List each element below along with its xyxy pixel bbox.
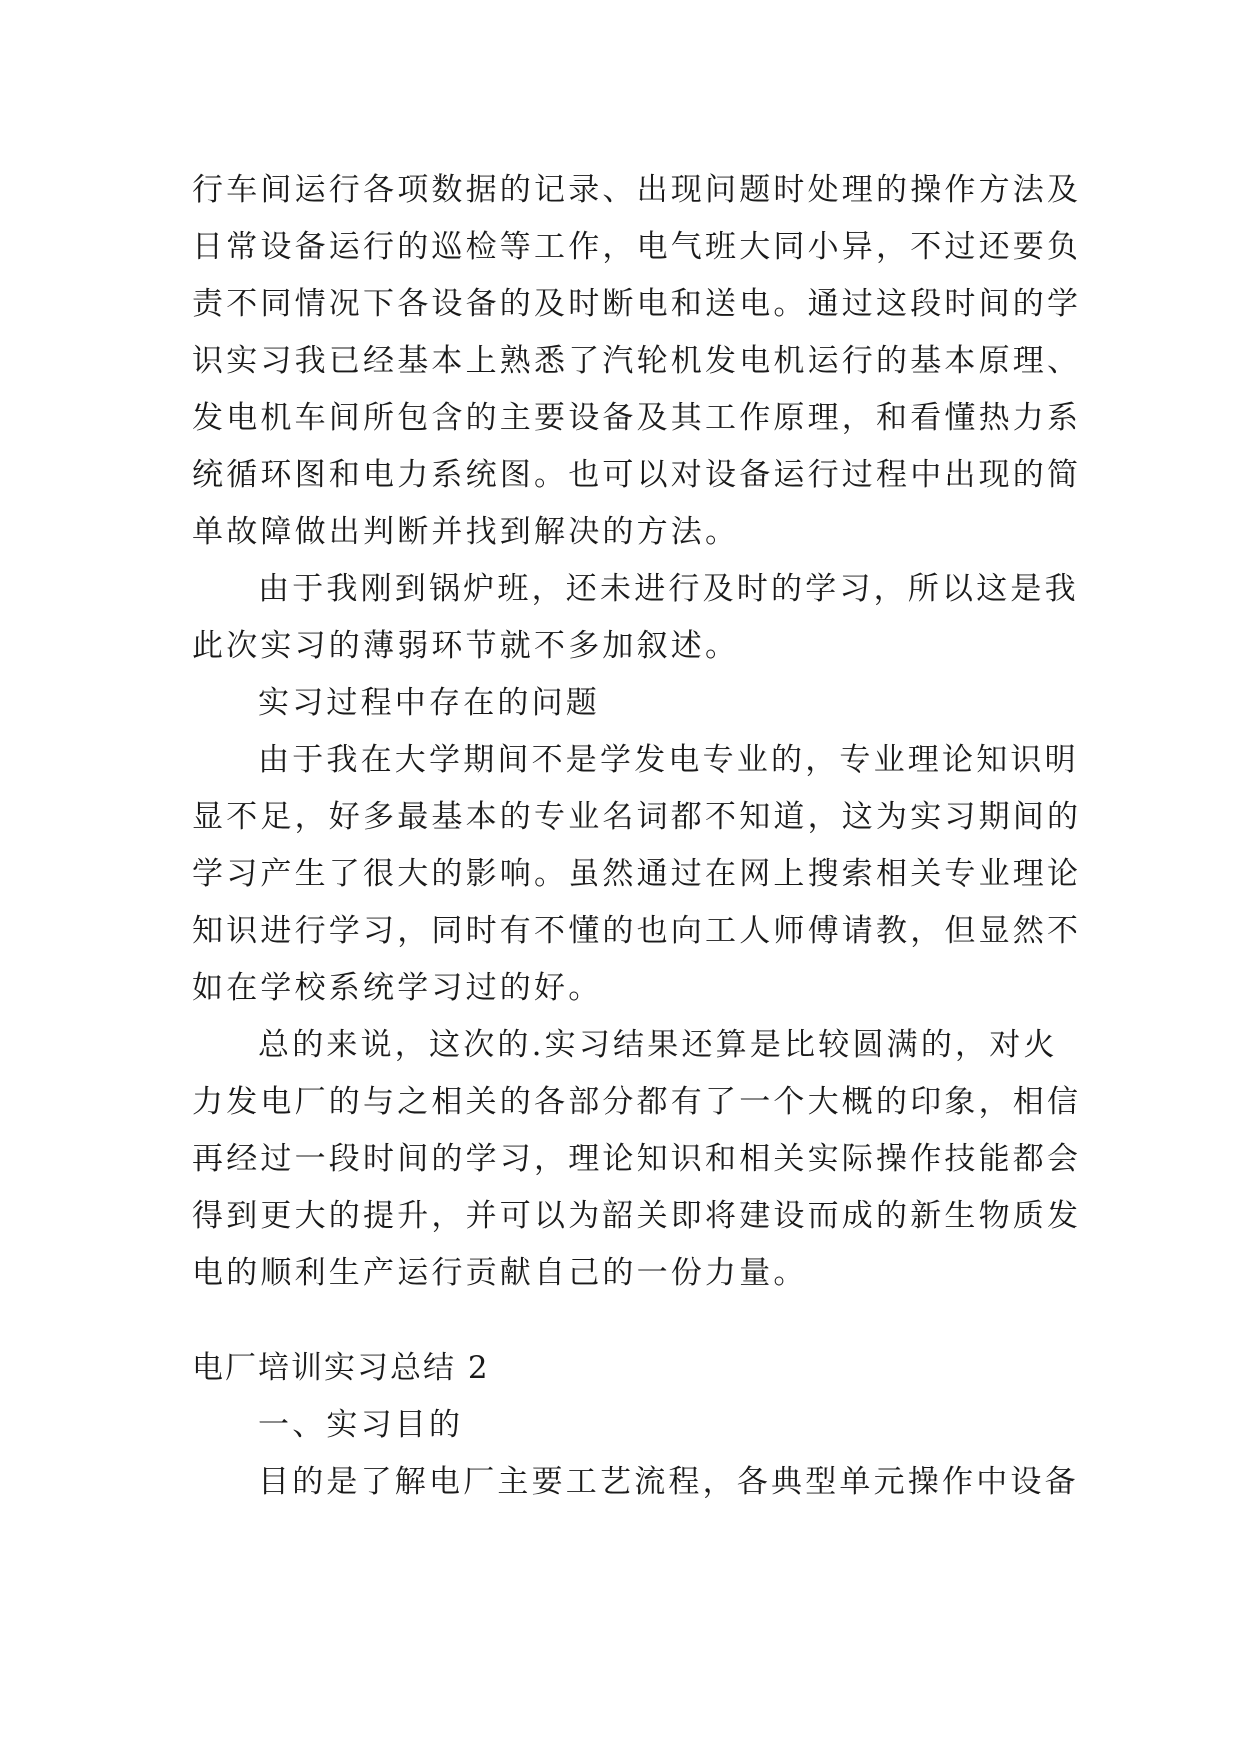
section-heading: 一、实习目的 xyxy=(258,1407,464,1443)
text-line: 如在学校系统学习过的好。 xyxy=(192,970,603,1006)
text-line: 此次实习的薄弱环节就不多加叙述。 xyxy=(192,628,740,664)
text-line: 由于我刚到锅炉班，还未进行及时的学习，所以这是我 xyxy=(258,571,1079,607)
document-title: 电厂培训实习总结 2 xyxy=(192,1350,490,1386)
text-line: 电的顺利生产运行贡献自己的一份力量。 xyxy=(192,1255,808,1291)
section-heading: 实习过程中存在的问题 xyxy=(258,685,600,721)
text-line: 责不同情况下各设备的及时断电和送电。通过这段时间的学 xyxy=(192,286,1082,322)
text-line: 单故障做出判断并找到解决的方法。 xyxy=(192,514,740,550)
text-line: 由于我在大学期间不是学发电专业的，专业理论知识明 xyxy=(258,742,1079,778)
text-line: 日常设备运行的巡检等工作，电气班大同小异，不过还要负 xyxy=(192,229,1082,265)
text-line: 目的是了解电厂主要工艺流程，各典型单元操作中设备 xyxy=(258,1464,1079,1500)
text-line: 识实习我已经基本上熟悉了汽轮机发电机运行的基本原理、 xyxy=(192,343,1082,379)
text-line: 得到更大的提升，并可以为韶关即将建设而成的新生物质发 xyxy=(192,1198,1082,1234)
text-line: 总的来说，这次的.实习结果还算是比较圆满的，对火 xyxy=(258,1027,1058,1063)
text-line: 学习产生了很大的影响。虽然通过在网上搜索相关专业理论 xyxy=(192,856,1082,892)
text-line: 显不足，好多最基本的专业名词都不知道，这为实习期间的 xyxy=(192,799,1082,835)
text-line: 知识进行学习，同时有不懂的也向工人师傅请教，但显然不 xyxy=(192,913,1082,949)
text-line: 行车间运行各项数据的记录、出现问题时处理的操作方法及 xyxy=(192,172,1082,208)
text-line: 力发电厂的与之相关的各部分都有了一个大概的印象，相信 xyxy=(192,1084,1082,1120)
text-line: 统循环图和电力系统图。也可以对设备运行过程中出现的简 xyxy=(192,457,1082,493)
text-line: 发电机车间所包含的主要设备及其工作原理，和看懂热力系 xyxy=(192,400,1082,436)
text-line: 再经过一段时间的学习，理论知识和相关实际操作技能都会 xyxy=(192,1141,1082,1177)
